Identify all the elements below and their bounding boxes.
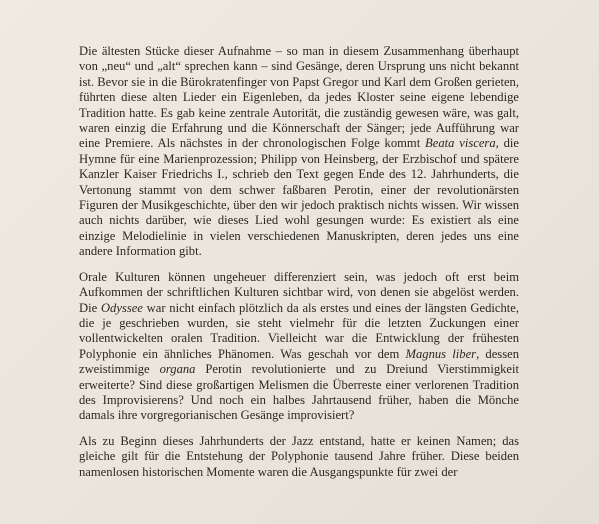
work-title-beata-viscera: Beata viscera: [425, 136, 496, 151]
paragraph-1: [79, 44, 519, 260]
body-text: [79, 44, 519, 490]
work-title-magnus-liber: Magnus liber: [405, 346, 477, 361]
paragraph-2: [79, 270, 519, 424]
paragraph-2-text-cont3: Perotin revolutionierte und zu Dreiund Vierstimmigkeit erweiterte? Sind diese großartigen Melismen die Überreste einer verlorenen Tradition des Improvisierens? Und noch ein halbes Jahrtausend früher, haben die Mönche damals ihre vorgregorianischen Gesänge improvisiert?: [79, 362, 519, 423]
paragraph-1-text-cont: , die Hymne für eine Marienprozession; Philipp von Heinsberg, der Erzbischof und spätere Kanzler Kaiser Friedrichs I., schrieb den Text gegen Ende des 12. Jahrhunderts, die Vertonung stammt von dem schwer faßbaren Perotin, einer der revolutionärsten Figuren der Musikgeschichte, über den wir jedoch praktisch nichts wissen. Wir wissen auch nichts darüber, wie dieses Lied wohl gesungen wurde: Es existiert als eine einzige Melodielinie in vielen verschiedenen Manuskripten, deren jedes uns eine andere Information gibt.: [79, 136, 519, 259]
paragraph-2-text-cont2: , dessen zweistimmige: [79, 346, 519, 377]
paragraph-3: [79, 434, 519, 480]
paragraph-1-text: Die ältesten Stücke dieser Aufnahme – so man in diesem Zusammenhang überhaupt von „neu“ und „alt“ sprechen kann – sind Gesänge, deren Ursprung uns nicht bekannt ist. Bevor sie in die Bürokratenfinger von Papst Gregor und Karl dem Großen gerieten, führten diese alten Lieder ein Eigenleben, da jedes Kloster seine eigene lebendige Tradition hatte. Es gab keine zentrale Autorität, die zuständig gewesen wäre, was galt, waren einzig die Erfahrung und die Könnerschaft der Sänger; jede Aufführung war eine Premiere. Als nächstes in der chronologischen Folge kommt: [79, 44, 519, 151]
paragraph-2-text: Orale Kulturen können ungeheuer differenziert sein, was jedoch oft erst beim Aufkommen der schriftlichen Kulturen sichtbar wird, von denen sie abgelöst werden. Die: [79, 269, 519, 315]
work-title-odyssee: Odyssee: [100, 300, 143, 315]
term-organa: organa: [159, 362, 196, 377]
paragraph-2-text-cont: war nicht einfach plötzlich da als erstes und eines der längsten Gedichte, die je geschrieben wurden, sie steht vielmehr für die letzten Zuckungen einer vollentwickelten oralen Tradition. Vielleicht war die Entwicklung der frühesten Polyphonie ein ähnliches Phänomen. Was geschah vor dem: [79, 300, 519, 361]
paragraph-3-text: Als zu Beginn dieses Jahrhunderts der Jazz entstand, hatte er keinen Namen; das gleiche gilt für die Entstehung der Polyphonie tausend Jahre früher. Diese beiden namenlosen historischen Momente waren die Ausgangspunkte für zwei der: [79, 433, 519, 479]
